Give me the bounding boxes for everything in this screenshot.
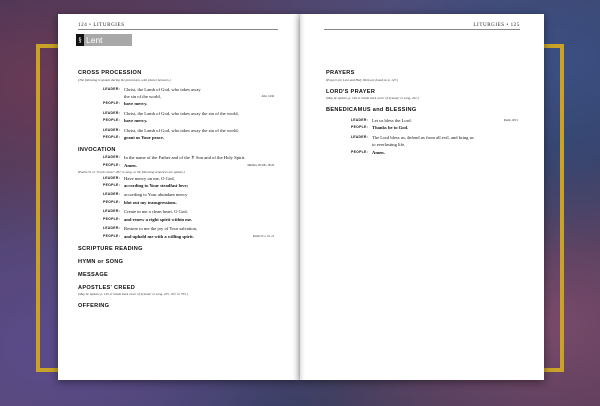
section-title-prayers: PRAYERS xyxy=(326,70,355,76)
section-title-scripture-reading: SCRIPTURE READING xyxy=(78,245,143,252)
line-text: and uphold me with a willing spirit. xyxy=(124,233,194,239)
line-text: according to Your abundant mercy xyxy=(124,192,188,198)
line-text: blot out my transgressions. xyxy=(124,199,177,205)
line-text: according to Your steadfast love; xyxy=(124,183,189,189)
liturgy-line xyxy=(78,87,274,92)
right-page-header: LITURGIES • 125 xyxy=(324,23,520,30)
rubric-note: (Prayers for Lent and Holy Week are found on p. 147.) xyxy=(326,77,399,82)
line-text: grant us Your peace. xyxy=(124,134,165,140)
liturgy-line xyxy=(326,125,518,130)
line-text: In the name of the Father and of the ✝ Son and of the Holy Spirit. xyxy=(124,155,246,161)
speaker-role: LEADER: xyxy=(102,86,120,91)
line-text: have mercy. xyxy=(124,118,148,124)
section-title-message: MESSAGE xyxy=(78,271,109,278)
section-title-hymn: HYMN or SONG xyxy=(78,258,124,265)
section-title-apostles-creed: APOSTLES' CREED xyxy=(78,284,136,291)
liturgy-line xyxy=(78,128,274,133)
liturgy-line xyxy=(78,101,274,106)
liturgy-line xyxy=(78,192,274,197)
speaker-role: LEADER: xyxy=(102,226,120,231)
speaker-role: LEADER: xyxy=(102,155,120,160)
line-text: the sin of the world, xyxy=(124,93,161,99)
speaker-role: LEADER: xyxy=(102,110,120,115)
benedicamus-lines xyxy=(326,118,518,155)
speaker-role: PEOPLE: xyxy=(103,162,120,167)
invocation-sentences xyxy=(78,176,274,239)
left-page-header: 124 • LITURGIES xyxy=(78,23,278,30)
section-title-benedicamus: BENEDICAMUS and BLESSING xyxy=(326,107,417,113)
liturgy-line xyxy=(78,226,274,231)
line-text: Christ, the Lamb of God, who takes away xyxy=(124,86,201,92)
section-title-cross-procession: CROSS PROCESSION xyxy=(78,70,142,76)
section-title-lords-prayer: LORD'S PRAYER xyxy=(326,88,376,95)
rubric-note: (The following is spoken during the procession, with silence between.) xyxy=(78,77,171,82)
speaker-role: PEOPLE: xyxy=(103,216,120,221)
speaker-role: PEOPLE: xyxy=(103,101,120,106)
section-title-offering: OFFERING xyxy=(78,303,110,310)
section-tab-title: Lent xyxy=(86,35,103,45)
liturgy-line xyxy=(78,234,274,239)
left-page-content xyxy=(78,70,274,309)
rubric-note: (May be spoken, p. 145 or inside back cover of hymnal; or sung, 235, 167, or 355.) xyxy=(78,292,188,297)
line-text: Have mercy on me, O God, xyxy=(124,175,175,181)
right-page-content xyxy=(326,70,518,155)
line-text: Restore to me the joy of Your salvation, xyxy=(124,226,198,232)
liturgy-line xyxy=(78,118,274,123)
line-text: The Lord bless us, defend us from all evil, and bring us xyxy=(372,134,474,140)
speaker-role: LEADER: xyxy=(102,127,120,132)
scripture-reference: Matthew 28:19b; 18:20 xyxy=(247,163,274,167)
invocation-lines xyxy=(78,155,274,168)
cross-procession-lines xyxy=(78,87,274,141)
liturgy-line xyxy=(78,135,274,140)
liturgy-line xyxy=(78,209,274,214)
speaker-role: PEOPLE: xyxy=(103,199,120,204)
speaker-role: PEOPLE: xyxy=(351,125,368,130)
line-text: have mercy. xyxy=(124,101,148,107)
liturgy-line xyxy=(326,142,518,147)
scripture-reference: Psalm 103:1 xyxy=(503,119,518,122)
liturgy-line xyxy=(78,94,274,99)
liturgy-line xyxy=(78,111,274,116)
speaker-role: LEADER: xyxy=(102,209,120,214)
scripture-reference: Psalm 51:1, 10, 12 xyxy=(252,234,274,238)
section-tab xyxy=(76,34,132,46)
liturgy-line xyxy=(326,118,518,123)
speaker-role: PEOPLE: xyxy=(103,233,120,238)
liturgy-line xyxy=(78,183,274,188)
left-page xyxy=(58,14,300,380)
speaker-role xyxy=(78,94,124,99)
line-text: Create in me a clean heart, O God, xyxy=(124,209,188,215)
speaker-role: LEADER: xyxy=(350,134,368,139)
liturgy-line xyxy=(326,135,518,140)
scripture-reference: John 1:29b xyxy=(261,94,274,98)
line-text: Amen. xyxy=(372,149,385,155)
line-text: Christ, the Lamb of God, who takes away the sin of the world, xyxy=(124,127,239,133)
line-text: to everlasting life. xyxy=(372,142,406,148)
line-text: Thanks be to God. xyxy=(372,125,409,131)
rubric-note: (May be spoken, p. 146 or inside back cover of hymnal; or sung, 291.) xyxy=(326,96,419,100)
line-text: Let us bless the Lord. xyxy=(372,118,412,123)
speaker-role: PEOPLE: xyxy=(351,149,368,154)
liturgy-line xyxy=(326,150,518,155)
speaker-role: LEADER: xyxy=(350,118,368,122)
line-text: and renew a right spirit within me. xyxy=(124,216,193,222)
line-text: Amen. xyxy=(124,162,137,168)
speaker-role: PEOPLE: xyxy=(103,183,120,188)
liturgy-line xyxy=(78,217,274,222)
speaker-role: LEADER: xyxy=(102,175,120,180)
speaker-role xyxy=(326,142,372,147)
liturgy-line xyxy=(78,155,274,160)
liturgy-line xyxy=(78,176,274,181)
speaker-role: PEOPLE: xyxy=(103,134,120,139)
liturgy-line xyxy=(78,200,274,205)
rubric-note: (Psalm 51 or "Lord Comes" 287, is sung, or the following sentences are spoken.) xyxy=(78,169,185,174)
section-title-invocation: INVOCATION xyxy=(78,147,116,154)
speaker-role: LEADER: xyxy=(102,192,120,197)
liturgy-line xyxy=(78,163,274,168)
section-mark-icon: § xyxy=(76,34,84,46)
right-page xyxy=(300,14,544,380)
line-text: Christ, the Lamb of God, who takes away the sin of the world, xyxy=(124,110,239,116)
speaker-role: PEOPLE: xyxy=(103,118,120,123)
